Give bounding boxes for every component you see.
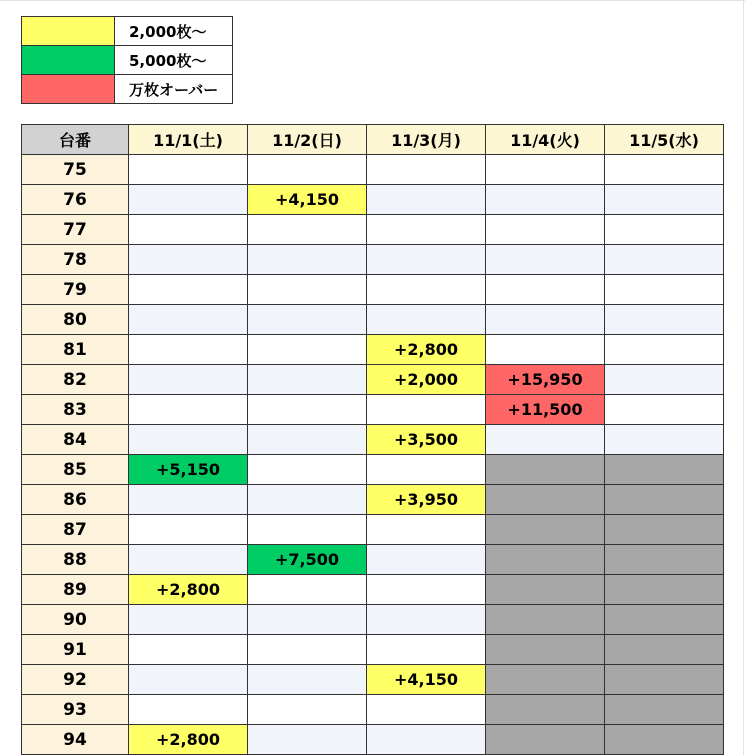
result-cell: [367, 245, 486, 275]
unavailable-cell: [486, 635, 605, 665]
result-cell: [605, 335, 724, 365]
top-border: [0, 0, 745, 1]
machine-number: 91: [22, 635, 129, 665]
result-cell: +7,500: [248, 545, 367, 575]
result-cell: [486, 155, 605, 185]
date-column-header: 11/3(月): [367, 125, 486, 155]
result-cell: [129, 155, 248, 185]
result-cell: [367, 515, 486, 545]
result-cell: +11,500: [486, 395, 605, 425]
machine-number: 78: [22, 245, 129, 275]
result-cell: [248, 575, 367, 605]
table-row: [22, 275, 724, 305]
result-cell: [605, 245, 724, 275]
result-cell: [605, 365, 724, 395]
table-row: [22, 695, 724, 725]
result-cell: +4,150: [248, 185, 367, 215]
machine-number: 85: [22, 455, 129, 485]
machine-number: 90: [22, 605, 129, 635]
machine-number: 89: [22, 575, 129, 605]
unavailable-cell: [486, 725, 605, 755]
result-cell: [605, 395, 724, 425]
machine-number: 92: [22, 665, 129, 695]
result-cell: [367, 395, 486, 425]
result-cell: [129, 395, 248, 425]
result-cell: [129, 305, 248, 335]
unavailable-cell: [486, 545, 605, 575]
result-cell: [248, 275, 367, 305]
result-cell: [486, 425, 605, 455]
legend-table: [21, 16, 233, 104]
result-cell: [248, 215, 367, 245]
machine-number: 93: [22, 695, 129, 725]
machine-number: 79: [22, 275, 129, 305]
unavailable-cell: [486, 515, 605, 545]
result-cell: [129, 665, 248, 695]
table-row: [22, 425, 724, 455]
date-column-header: 11/1(土): [129, 125, 248, 155]
legend-row: [22, 46, 233, 75]
unavailable-cell: [605, 665, 724, 695]
table-row: [22, 665, 724, 695]
payout-grid: [21, 124, 724, 755]
result-cell: [129, 275, 248, 305]
result-cell: [248, 335, 367, 365]
table-row: [22, 545, 724, 575]
legend-row: [22, 75, 233, 104]
result-cell: +2,800: [129, 575, 248, 605]
machine-number: 80: [22, 305, 129, 335]
result-cell: [248, 425, 367, 455]
unavailable-cell: [605, 515, 724, 545]
date-column-header: 11/5(水): [605, 125, 724, 155]
result-cell: [248, 515, 367, 545]
machine-number: 88: [22, 545, 129, 575]
machine-number: 77: [22, 215, 129, 245]
table-row: [22, 485, 724, 515]
result-cell: [248, 695, 367, 725]
result-cell: [129, 605, 248, 635]
table-row: [22, 185, 724, 215]
table-row: [22, 725, 724, 755]
result-cell: [605, 425, 724, 455]
result-cell: [248, 665, 367, 695]
machine-number: 75: [22, 155, 129, 185]
machine-number: 94: [22, 725, 129, 755]
result-cell: [367, 275, 486, 305]
table-row: [22, 575, 724, 605]
machine-number: 84: [22, 425, 129, 455]
result-cell: [486, 305, 605, 335]
result-cell: [367, 575, 486, 605]
result-cell: [486, 275, 605, 305]
result-cell: [605, 155, 724, 185]
table-row: [22, 335, 724, 365]
result-cell: [605, 215, 724, 245]
result-cell: [248, 365, 367, 395]
unavailable-cell: [605, 725, 724, 755]
unavailable-cell: [605, 635, 724, 665]
result-cell: [248, 155, 367, 185]
machine-number: 81: [22, 335, 129, 365]
result-cell: [248, 305, 367, 335]
machine-number: 83: [22, 395, 129, 425]
table-row: [22, 395, 724, 425]
legend-row: [22, 17, 233, 46]
result-cell: [486, 335, 605, 365]
legend-label: 5,000枚〜: [115, 46, 233, 75]
result-cell: [367, 455, 486, 485]
result-cell: [367, 305, 486, 335]
unavailable-cell: [605, 455, 724, 485]
table-row: [22, 455, 724, 485]
table-row: [22, 365, 724, 395]
unavailable-cell: [486, 455, 605, 485]
table-row: [22, 605, 724, 635]
legend-label: 2,000枚〜: [115, 17, 233, 46]
result-cell: [248, 455, 367, 485]
unavailable-cell: [486, 575, 605, 605]
result-cell: [129, 485, 248, 515]
result-cell: [248, 605, 367, 635]
result-cell: [367, 725, 486, 755]
result-cell: [129, 335, 248, 365]
unavailable-cell: [605, 545, 724, 575]
right-border: [743, 0, 744, 755]
date-column-header: 11/2(日): [248, 125, 367, 155]
result-cell: [129, 695, 248, 725]
result-cell: [248, 485, 367, 515]
table-row: [22, 635, 724, 665]
table-row: [22, 305, 724, 335]
table-row: [22, 515, 724, 545]
result-cell: [248, 395, 367, 425]
result-cell: [605, 185, 724, 215]
result-cell: [248, 725, 367, 755]
date-column-header: 11/4(火): [486, 125, 605, 155]
legend-swatch: [22, 17, 115, 46]
unavailable-cell: [605, 485, 724, 515]
result-cell: [367, 635, 486, 665]
result-cell: [129, 365, 248, 395]
machine-number: 82: [22, 365, 129, 395]
result-cell: [367, 185, 486, 215]
result-cell: [367, 695, 486, 725]
result-cell: +5,150: [129, 455, 248, 485]
result-cell: [129, 215, 248, 245]
unavailable-cell: [605, 605, 724, 635]
machine-number: 86: [22, 485, 129, 515]
result-cell: [129, 635, 248, 665]
legend-swatch: [22, 46, 115, 75]
header-row: [22, 125, 724, 155]
unavailable-cell: [486, 485, 605, 515]
table-row: [22, 245, 724, 275]
result-cell: [129, 185, 248, 215]
result-cell: [129, 515, 248, 545]
unavailable-cell: [605, 575, 724, 605]
result-cell: [486, 215, 605, 245]
result-cell: [486, 185, 605, 215]
legend-label: 万枚オーバー: [115, 75, 233, 104]
result-cell: +2,000: [367, 365, 486, 395]
result-cell: [248, 245, 367, 275]
table-row: [22, 155, 724, 185]
result-cell: +3,950: [367, 485, 486, 515]
result-cell: [605, 275, 724, 305]
result-cell: [367, 155, 486, 185]
unavailable-cell: [486, 605, 605, 635]
result-cell: +2,800: [367, 335, 486, 365]
result-cell: [367, 545, 486, 575]
result-cell: [367, 215, 486, 245]
result-cell: [248, 635, 367, 665]
unavailable-cell: [486, 665, 605, 695]
result-cell: [486, 245, 605, 275]
legend-swatch: [22, 75, 115, 104]
result-cell: +3,500: [367, 425, 486, 455]
result-cell: [129, 245, 248, 275]
result-cell: [129, 425, 248, 455]
unavailable-cell: [605, 695, 724, 725]
result-cell: +15,950: [486, 365, 605, 395]
result-cell: +4,150: [367, 665, 486, 695]
result-cell: [129, 545, 248, 575]
result-cell: [367, 605, 486, 635]
machine-number-header: 台番: [22, 125, 129, 155]
machine-number: 87: [22, 515, 129, 545]
machine-number: 76: [22, 185, 129, 215]
table-row: [22, 215, 724, 245]
result-cell: [605, 305, 724, 335]
result-cell: +2,800: [129, 725, 248, 755]
unavailable-cell: [486, 695, 605, 725]
